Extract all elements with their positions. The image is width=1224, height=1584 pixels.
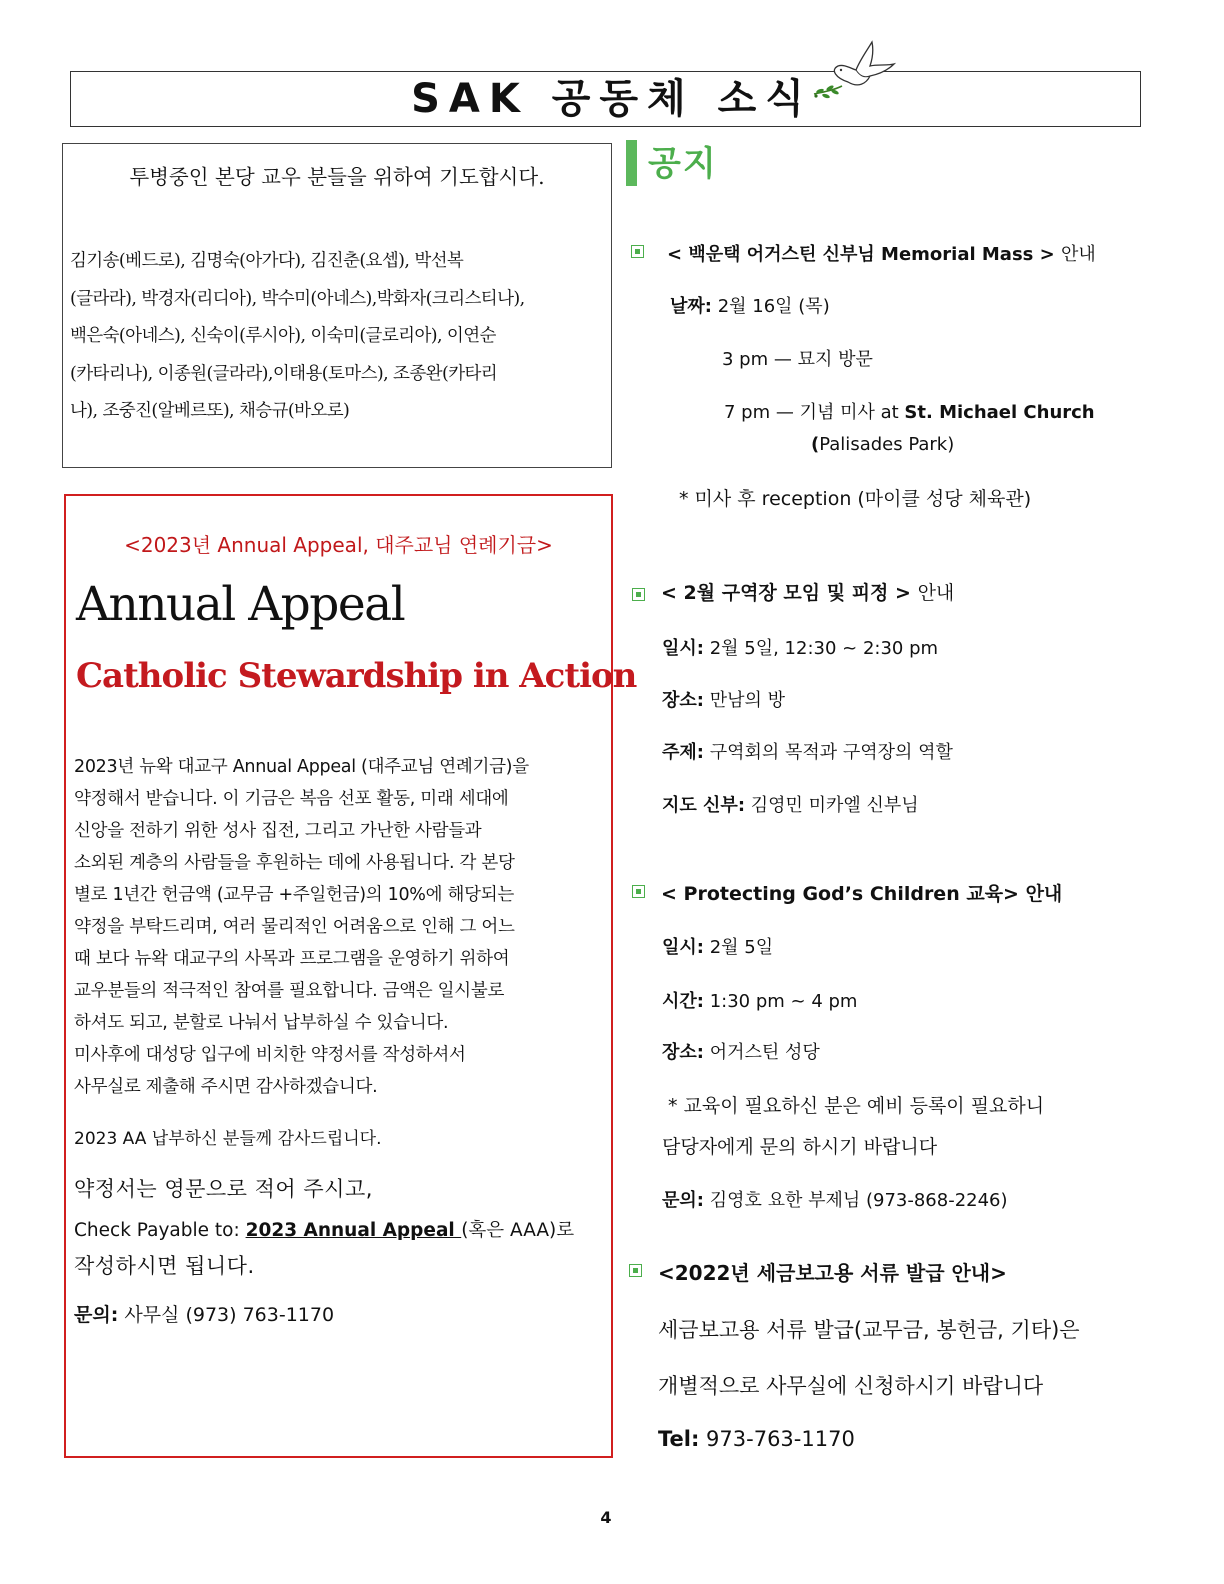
pgc-when-label: 일시: xyxy=(662,937,704,958)
appeal-contact xyxy=(74,1300,334,1327)
leaders-where-value: 만남의 방 xyxy=(703,690,785,711)
leaders-heading xyxy=(661,578,954,605)
memorial-reception: * 미사 후 reception (마이클 성당 체육관) xyxy=(679,488,1032,510)
leaders-heading-suffix: 안내 xyxy=(917,582,955,604)
appeal-thanks: 2023 AA 납부하신 분들께 감사드립니다. xyxy=(74,1129,382,1149)
page-title: SAK 공동체 소식 xyxy=(411,76,813,122)
leaders-where-label: 장소: xyxy=(662,690,704,711)
pgc-contact-label: 문의: xyxy=(662,1190,704,1211)
pgc-where-label: 장소: xyxy=(662,1042,704,1063)
dove-icon xyxy=(808,30,904,110)
appeal-body-line: 약정을 부탁드리며, 여러 물리적인 어려움으로 인해 그 어느 xyxy=(74,917,515,937)
leaders-when-value: 2월 5일, 12:30 ~ 2:30 pm xyxy=(703,638,939,659)
check-payable-line xyxy=(74,1216,574,1242)
tax-line2: 개별적으로 사무실에 신청하시기 바랍니다 xyxy=(658,1374,1044,1398)
appeal-body-line: 약정해서 받습니다. 이 기금은 복음 선포 활동, 미래 세대에 xyxy=(74,789,509,809)
prayer-line: 백은숙(아네스), 신숙이(루시아), 이숙미(글로리아), 이연순 xyxy=(70,326,496,346)
appeal-body-line: 2023년 뉴왁 대교구 Annual Appeal (대주교님 연례기금)을 xyxy=(74,757,529,777)
pgc-when-value: 2월 5일 xyxy=(703,937,774,958)
tax-tel xyxy=(658,1427,855,1451)
section-bullet-icon xyxy=(629,1264,642,1277)
appeal-body-line: 하셔도 되고, 분할로 나눠서 납부하실 수 있습니다. xyxy=(74,1013,449,1033)
section-bullet-icon xyxy=(632,885,645,898)
memorial-line2 xyxy=(724,398,1095,424)
appeal-body xyxy=(74,751,604,1103)
pgc-heading: < Protecting God’s Children 교육> 안내 xyxy=(661,883,1063,905)
appeal-body-line: 미사후에 대성당 입구에 비치한 약정서를 작성하셔서 xyxy=(74,1045,466,1065)
pgc-note1: * 교육이 필요하신 분은 예비 등록이 필요하니 xyxy=(668,1095,1045,1117)
section-bullet-icon xyxy=(632,588,645,601)
memorial-church: St. Michael Church xyxy=(904,402,1095,423)
prayer-names xyxy=(70,243,606,431)
check-payable-value: 2023 Annual Appeal xyxy=(245,1220,462,1241)
leaders-priest-value: 김영민 미카엘 신부님 xyxy=(745,795,919,816)
memorial-line1: 3 pm — 묘지 방문 xyxy=(722,349,873,370)
prayer-heading: 투병중인 본당 교우 분들을 위하여 기도합시다. xyxy=(129,165,545,189)
memorial-heading-bold: < 백운택 어거스틴 신부님 Memorial Mass > xyxy=(667,244,1062,265)
pgc-note2: 담당자에게 문의 하시기 바랍니다 xyxy=(662,1136,938,1158)
pgc-when xyxy=(662,933,773,959)
prayer-line: 김기송(베드로), 김명숙(아가다), 김진춘(요셉), 박선복 xyxy=(70,251,464,271)
appeal-body-line: 소외된 계층의 사람들을 후원하는 데에 사용됩니다. 각 본당 xyxy=(74,853,515,873)
leaders-topic xyxy=(662,738,953,764)
pgc-where-value: 어거스틴 성당 xyxy=(703,1042,820,1063)
memorial-heading-suffix: 안내 xyxy=(1061,244,1096,265)
memorial-line3 xyxy=(811,434,954,455)
appeal-body-line: 사무실로 제출해 주시면 감사하겠습니다. xyxy=(74,1077,378,1097)
appeal-contact-value: 사무실 (973) 763-1170 xyxy=(118,1304,335,1326)
pgc-time xyxy=(662,987,857,1013)
page-number: 4 xyxy=(600,1508,612,1527)
pgc-time-label: 시간: xyxy=(662,991,704,1012)
annual-appeal-logo-title: Annual Appeal xyxy=(76,577,405,632)
appeal-heading: <2023년 Annual Appeal, 대주교님 연례기금> xyxy=(124,533,553,557)
prayer-line: (글라라), 박경자(리디아), 박수미(아네스),박화자(크리스티나), xyxy=(70,288,525,309)
leaders-topic-label: 주제: xyxy=(662,742,704,763)
pgc-contact-value: 김영호 요한 부제님 (973-868-2246) xyxy=(703,1190,1008,1211)
memorial-date-value: 2월 16일 (목) xyxy=(711,296,830,317)
check-payable-suffix: (혹은 AAA)로 xyxy=(461,1220,575,1241)
memorial-heading xyxy=(667,240,1096,266)
appeal-body-line: 별로 1년간 헌금액 (교무금 +주일헌금)의 10%에 해당되는 xyxy=(74,885,514,905)
memorial-date-label: 날짜: xyxy=(670,296,712,317)
tax-tel-label: Tel: xyxy=(658,1427,700,1451)
tax-heading: <2022년 세금보고용 서류 발급 안내> xyxy=(658,1261,1007,1285)
prayer-line: 나), 조중진(알베르또), 채승규(바오로) xyxy=(70,401,350,421)
appeal-body-line: 때 보다 뉴왁 대교구의 사목과 프로그램을 운영하기 위하여 xyxy=(74,949,510,969)
leaders-priest-label: 지도 신부: xyxy=(662,795,746,816)
notice-title: 공지 xyxy=(648,144,718,184)
leaders-topic-value: 구역회의 목적과 구역장의 역할 xyxy=(703,742,953,763)
leaders-heading-bold: < 2월 구역장 모임 및 피정 > xyxy=(661,582,918,604)
appeal-write-note: 작성하시면 됩니다. xyxy=(74,1254,255,1278)
memorial-date xyxy=(670,292,830,318)
section-bullet-icon xyxy=(631,245,644,258)
appeal-body-line: 교우분들의 적극적인 참여를 필요합니다. 금액은 일시불로 xyxy=(74,981,505,1001)
memorial-line2-prefix: 7 pm — 기념 미사 at xyxy=(724,402,905,423)
annual-appeal-logo-subtitle: Catholic Stewardship in Action xyxy=(76,656,637,696)
check-payable-label: Check Payable to: xyxy=(74,1220,246,1241)
appeal-contact-label: 문의: xyxy=(74,1304,119,1326)
leaders-priest xyxy=(662,791,919,817)
tax-tel-value: 973-763-1170 xyxy=(699,1427,855,1451)
appeal-body-line: 신앙을 전하기 위한 성사 집전, 그리고 가난한 사람들과 xyxy=(74,821,482,841)
pgc-time-value: 1:30 pm ~ 4 pm xyxy=(703,991,858,1012)
appeal-english-note: 약정서는 영문으로 적어 주시고, xyxy=(74,1177,373,1201)
tax-line1: 세금보고용 서류 발급(교무금, 봉헌금, 기타)은 xyxy=(658,1318,1080,1342)
leaders-when xyxy=(662,634,938,660)
pgc-contact xyxy=(662,1186,1008,1212)
memorial-line3-rest: Palisades Park) xyxy=(819,434,955,455)
notice-accent-bar xyxy=(626,140,637,186)
prayer-line: (카타리나), 이종원(글라라),이태용(토마스), 조종완(카타리 xyxy=(70,363,498,384)
memorial-line3-bold: ( xyxy=(811,434,820,455)
leaders-when-label: 일시: xyxy=(662,638,704,659)
leaders-where xyxy=(662,686,785,712)
pgc-where xyxy=(662,1038,820,1064)
